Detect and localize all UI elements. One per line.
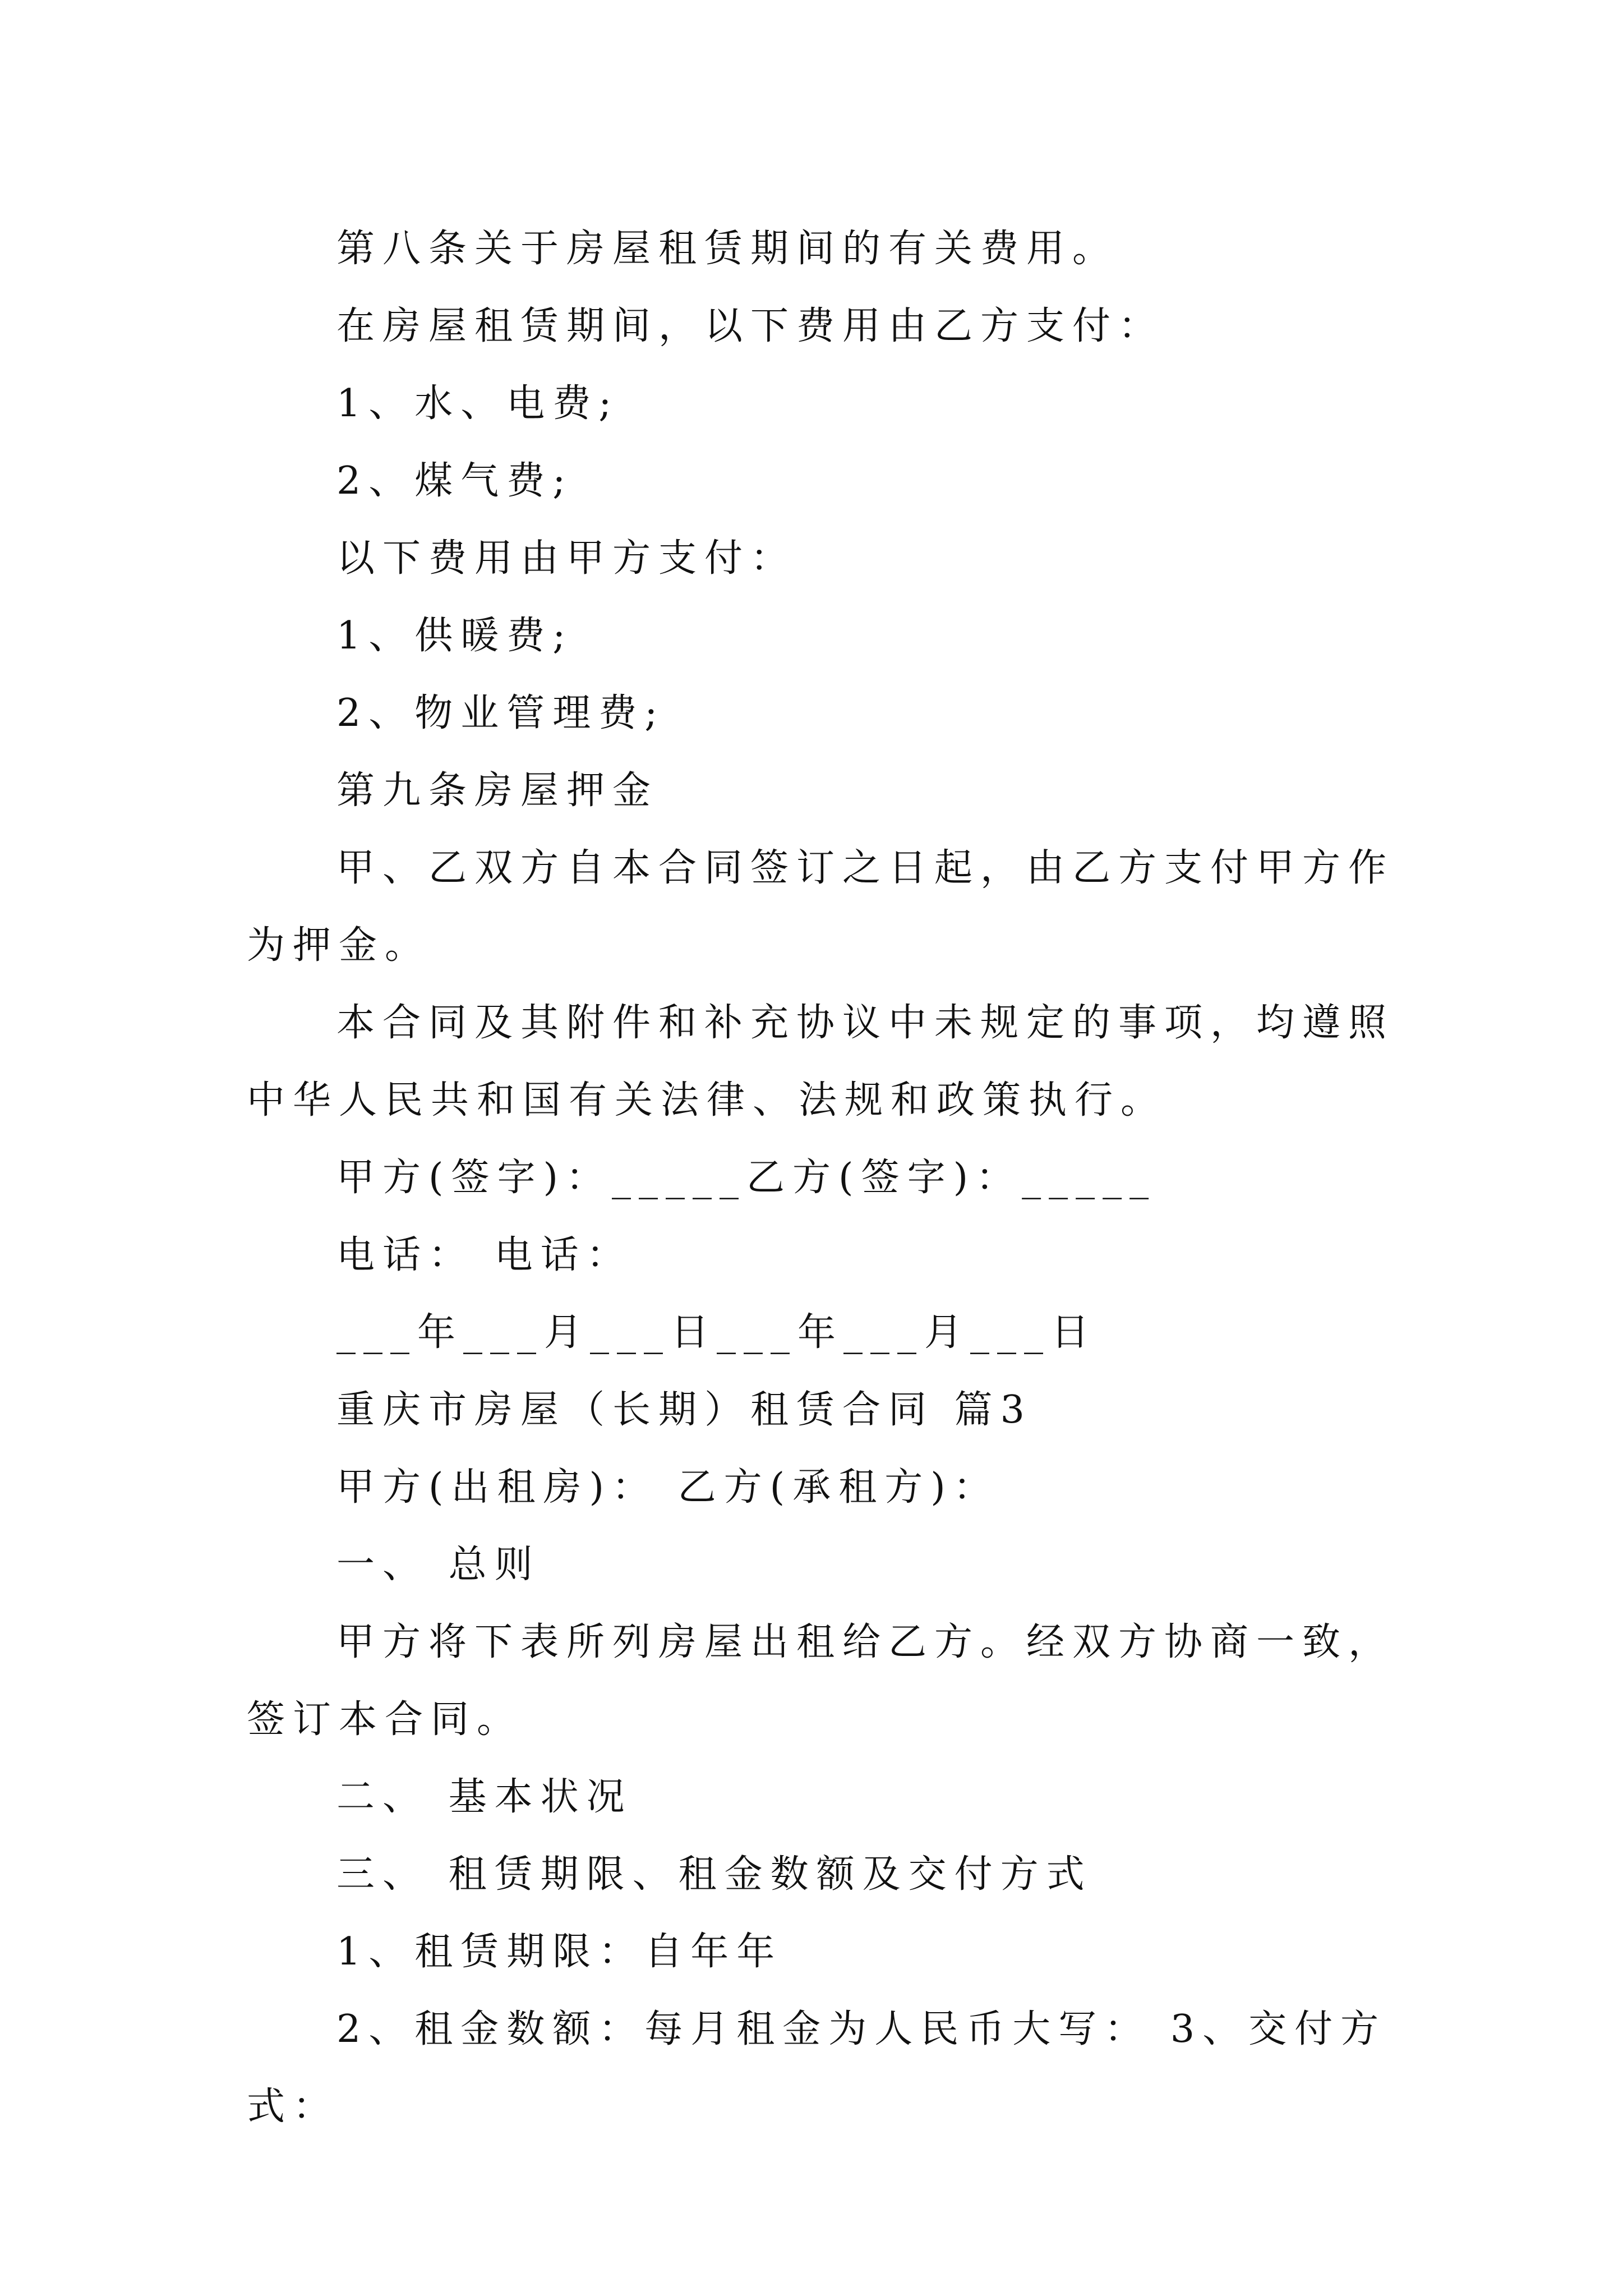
rent-amount-line: 2、租金数额：每月租金为人民币大写： 3、交付方式： (247, 2007, 1387, 2129)
parties-line: 甲方(出租房)： 乙方(承租方)： (336, 1465, 999, 1510)
tenant-fees-intro: 在房屋租赁期间，以下费用由乙方支付： (336, 304, 1165, 348)
tenant-fee-item-1: 1、水、电费; (336, 381, 620, 426)
tenant-fee-item-2: 2、煤气费; (336, 459, 574, 503)
article-8-heading: 第八条关于房屋租赁期间的有关费用。 (336, 227, 1119, 271)
section-3-heading: 三、 租赁期限、租金数额及交付方式 (336, 1852, 1092, 1897)
signature-line: 甲方(签字)：_____乙方(签字)：_____ (336, 1156, 1157, 1200)
landlord-fees-intro: 以下费用由甲方支付： (336, 536, 797, 581)
section-2-heading: 二、 基本状况 (336, 1775, 633, 1819)
date-line: ___年___月___日___年___月___日 (336, 1310, 1098, 1355)
article-9-heading: 第九条房屋押金 (336, 769, 659, 813)
deposit-clause: 甲、乙双方自本合同签订之日起，由乙方支付甲方作为押金。 (247, 846, 1395, 968)
contract-3-title: 重庆市房屋（长期）租赁合同 篇3 (336, 1388, 1032, 1432)
general-provision: 甲方将下表所列房屋出租给乙方。经双方协商一致，签订本合同。 (247, 1620, 1395, 1742)
lease-term-line: 1、租赁期限：自年年 (336, 1930, 783, 1974)
document-body (247, 210, 1396, 2146)
section-1-heading: 一、 总则 (336, 1543, 541, 1587)
phone-line: 电话： 电话： (336, 1233, 633, 1277)
governing-law-clause: 本合同及其附件和补充协议中未规定的事项，均遵照中华人民共和国有关法律、法规和政策执行。 (247, 1001, 1395, 1122)
landlord-fee-item-2: 2、物业管理费; (336, 691, 666, 735)
landlord-fee-item-1: 1、供暖费; (336, 614, 574, 658)
